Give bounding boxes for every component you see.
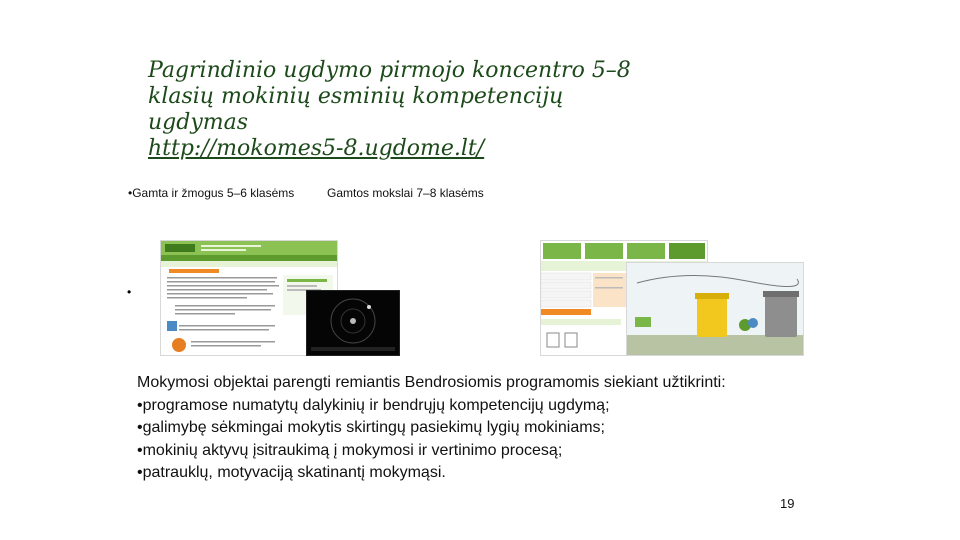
animation-screenshot (306, 290, 400, 356)
description-block (137, 372, 837, 485)
slide-title (148, 58, 708, 162)
list-item: •programose numatytų dalykinių ir bendrųjų kompetencijų ugdymą; (137, 396, 610, 414)
page-number: 19 (780, 496, 795, 511)
site-link[interactable]: http://mokomes5-8.ugdome.lt/ (148, 136, 485, 161)
list-item: •galimybę sėkmingai mokytis skirtingų pasiekimų lygių mokiniams; (137, 419, 605, 436)
recycling-screenshot (626, 262, 804, 356)
title-line-2: klasių mokinių esminių kompetencijų (148, 84, 564, 109)
subheading-grade-7-8: Gamtos mokslai 7–8 klasėms (327, 186, 484, 200)
description-intro: Mokymosi objektai parengti remiantis Bendrosiomis programomis siekiant užtikrinti: (137, 374, 726, 391)
orbit-animation-thumbnail (307, 291, 399, 355)
recycling-bins-thumbnail (627, 263, 803, 355)
subheading-grade-5-6: •Gamta ir žmogus 5–6 klasėms (128, 186, 295, 200)
empty-bullet: • (127, 285, 132, 299)
title-line-3: ugdymas (148, 110, 249, 135)
list-item: •patrauklų, motyvaciją skatinantį mokymąsi. (137, 464, 446, 481)
title-line-1: Pagrindinio ugdymo pirmojo koncentro 5–8 (148, 58, 631, 83)
list-item: •mokinių aktyvų įsitraukimą į mokymosi ir vertinimo procesą; (137, 441, 563, 459)
